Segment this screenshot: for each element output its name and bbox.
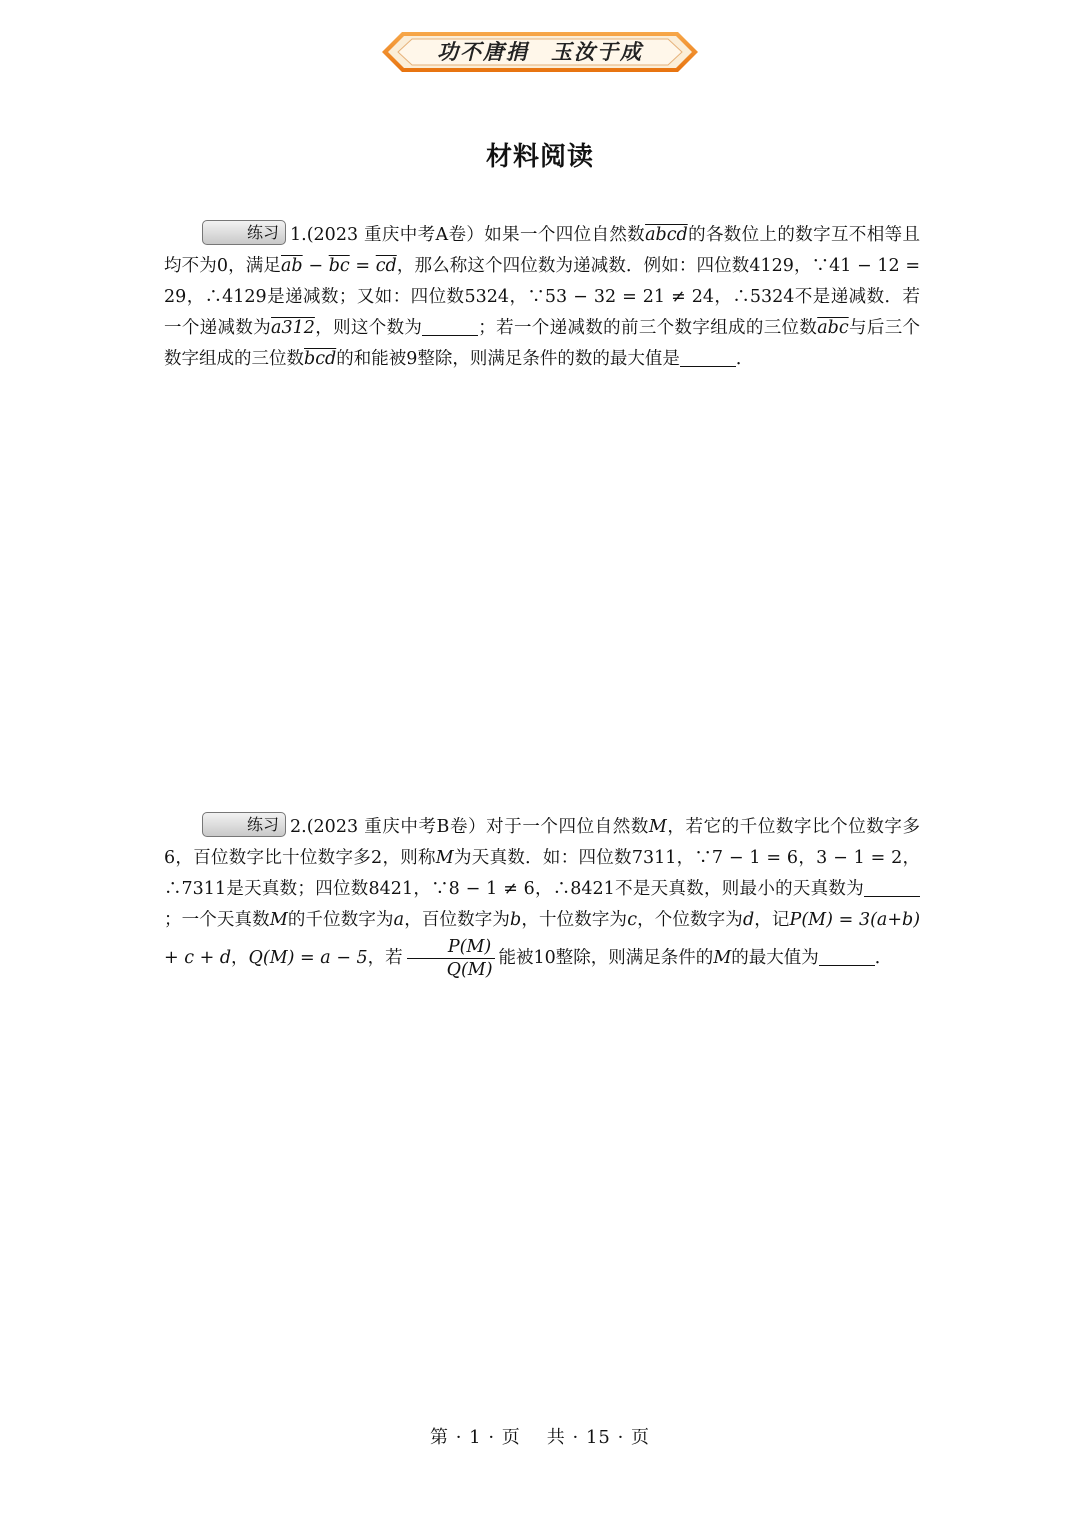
math-abcd: abcd	[645, 225, 688, 245]
math-P-definition: P(M) = 3(a+b) + c + d	[164, 910, 921, 968]
q2-text: ，个位数字为	[637, 910, 743, 930]
math-abc: $\overline{abc}$	[817, 318, 849, 338]
math-a: a	[393, 910, 405, 930]
answer-blank[interactable]	[680, 348, 736, 367]
question-number: 2.	[290, 817, 307, 837]
answer-blank[interactable]	[864, 878, 920, 897]
q2-text: 为天真数．如：四位数7311，∵7 − 1 = 6，3 − 1 = 2，∴7311是天真数；四位数8421，∵8 − 1 ≠ 6，∴8421不是天真数，则最小的天真数为	[164, 848, 920, 899]
exercise-tag: 练习	[202, 220, 286, 245]
math-M: M	[648, 817, 667, 837]
q1-text: ．	[735, 349, 754, 369]
math-M: M	[713, 948, 732, 968]
math-bc: $\overline{bc}$	[328, 256, 350, 276]
q2-text: ，百位数字为	[404, 910, 511, 930]
q2-text: 能被10整除，则满足条件的	[498, 948, 714, 968]
banner-motto-left: 功不唐捐	[437, 39, 529, 64]
q2-text: 的千位数字为	[287, 910, 394, 930]
q2-text: ．	[874, 948, 893, 968]
math-cd: $\overline{cd}$	[375, 256, 397, 276]
question-source: (2023 重庆中考A卷）	[306, 225, 485, 245]
math-c: c	[627, 910, 637, 930]
math-op: −	[302, 256, 329, 276]
answer-blank[interactable]	[422, 317, 478, 336]
math-a312: a312	[271, 318, 315, 338]
page-title: 材料阅读	[485, 142, 594, 172]
question-2	[164, 812, 920, 981]
question-number: 1.	[290, 225, 307, 245]
page-total: 共 · 15 · 页	[546, 1427, 651, 1448]
q1-text: 与后三个数字组成的三位数	[164, 318, 921, 369]
q1-text: 的和能被9整除，则满足条件的数的最大值是	[336, 349, 680, 369]
page-number: 第 · 1 · 页	[429, 1427, 521, 1448]
page-footer	[0, 1423, 1080, 1449]
math-b: b	[510, 910, 522, 930]
exercise-tag: 练习	[202, 812, 286, 837]
math-fraction	[407, 936, 495, 981]
q2-text: ，记	[754, 910, 790, 930]
q1-text: 的各数位上的数字互不相等且均不为0，满足	[164, 225, 920, 276]
q1-text: ，那么称这个四位数为递减数．例如：四位数4129，∵41 − 12 = 29，∴4129是递减数；又如：四位数5324，∵53 − 32 = 21 ≠ 24，∴5324不是递减数．若一个递减数为	[164, 256, 921, 338]
q2-text: 对于一个四位自然数	[486, 817, 649, 837]
fraction-denominator: Q(M)	[446, 960, 493, 980]
q2-text: ；一个天真数	[164, 910, 270, 930]
q2-text: ，	[231, 948, 249, 968]
fraction-numerator: P(M)	[407, 936, 495, 959]
q2-text: 的最大值为	[731, 948, 819, 968]
q2-text: ，若	[367, 948, 403, 968]
q2-text: ，若它的千位数字比个位数字多6，百位数字比十位数字多2，则称	[164, 817, 921, 868]
banner-motto-right: 玉汝于成	[551, 39, 643, 64]
math-M: M	[435, 848, 454, 868]
math-d: d	[742, 910, 755, 930]
math-ab: $\overline{ab}$	[281, 256, 303, 276]
header-banner	[382, 30, 698, 74]
question-1	[164, 220, 920, 375]
q1-text: ；若一个递减数的前三个数字组成的三位数	[478, 318, 818, 338]
question-source: (2023 重庆中考B卷）	[306, 817, 487, 837]
q1-text: 如果一个四位自然数	[484, 225, 646, 245]
answer-blank[interactable]	[819, 947, 875, 966]
math-bcd: $\overline{bcd}$	[304, 349, 337, 369]
q1-text: ，则这个数为	[314, 318, 423, 338]
math-Q-definition: Q(M) = a − 5	[248, 948, 368, 968]
math-M: M	[269, 910, 288, 930]
q2-text: ，十位数字为	[521, 910, 628, 930]
math-op: =	[349, 256, 376, 276]
